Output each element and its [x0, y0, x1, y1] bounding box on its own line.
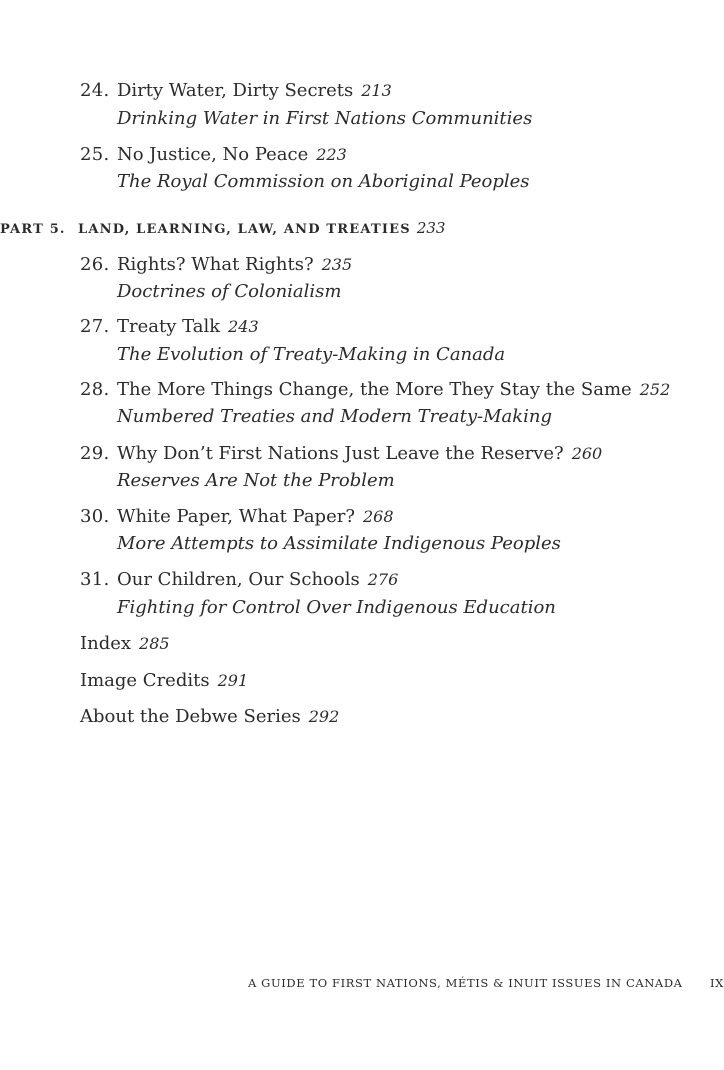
part-heading [0, 219, 445, 239]
chapter-number: 28. [80, 379, 110, 400]
chapter-title-line [117, 316, 259, 338]
chapter-number: 29. [80, 443, 110, 464]
chapter-subtitle: Doctrines of Colonialism [117, 281, 342, 302]
chapter-title: No Justice, No Peace [117, 144, 309, 165]
chapter-subtitle: Fighting for Control Over Indigenous Education [117, 597, 556, 618]
running-footer [248, 976, 724, 990]
chapter-title-line [117, 443, 602, 465]
folio: IX [710, 976, 724, 990]
page-number: 268 [362, 507, 394, 526]
chapter-title-line [117, 80, 392, 102]
chapter-number: 30. [80, 506, 110, 527]
part-page-number: 233 [416, 219, 446, 237]
page-number: 291 [217, 671, 249, 690]
chapter-title: Why Don’t First Nations Just Leave the Reserve? [117, 443, 564, 464]
toc-entry-image-credits [80, 670, 248, 692]
entry-title: Image Credits [80, 670, 210, 691]
chapter-title-line [117, 254, 352, 276]
page-number: 223 [316, 145, 347, 164]
chapter-number: 25. [80, 144, 110, 165]
running-title: A GUIDE TO FIRST NATIONS, MÉTIS & INUIT ISSUES IN CANADA [248, 976, 683, 990]
page-number: 213 [361, 81, 392, 100]
page-number: 292 [308, 707, 340, 726]
chapter-subtitle: The Royal Commission on Aboriginal Peoples [117, 171, 530, 192]
chapter-title: White Paper, What Paper? [117, 506, 355, 527]
page-number: 235 [321, 255, 353, 274]
chapter-number: 27. [80, 316, 110, 337]
chapter-title: Treaty Talk [117, 316, 221, 337]
chapter-title: Our Children, Our Schools [117, 569, 360, 590]
chapter-title-line [117, 569, 398, 591]
chapter-title-line [117, 144, 347, 166]
part-label: PART 5. [0, 222, 66, 237]
chapter-title: Dirty Water, Dirty Secrets [117, 80, 354, 101]
toc-entry-about-series [80, 706, 339, 728]
chapter-number: 24. [80, 80, 110, 101]
chapter-number: 26. [80, 254, 110, 275]
part-title: LAND, LEARNING, LAW, AND TREATIES [78, 222, 411, 237]
chapter-title-line [117, 379, 670, 401]
chapter-subtitle: Numbered Treaties and Modern Treaty-Making [117, 406, 553, 427]
entry-title: Index [80, 633, 132, 654]
chapter-title-line [117, 506, 394, 528]
chapter-title: Rights? What Rights? [117, 254, 314, 275]
entry-title: About the Debwe Series [80, 706, 301, 727]
chapter-subtitle: Reserves Are Not the Problem [117, 470, 395, 491]
chapter-subtitle: More Attempts to Assimilate Indigenous Peoples [117, 533, 561, 554]
page-number: 285 [139, 634, 170, 653]
chapter-number: 31. [80, 569, 110, 590]
page-number: 260 [571, 444, 603, 463]
page-number: 252 [639, 380, 671, 399]
chapter-title: The More Things Change, the More They Stay the Same [117, 379, 632, 400]
toc-entry-index [80, 633, 170, 655]
chapter-subtitle: Drinking Water in First Nations Communities [117, 108, 533, 129]
page-number: 276 [367, 570, 399, 589]
page-number: 243 [228, 317, 259, 336]
chapter-subtitle: The Evolution of Treaty-Making in Canada [117, 344, 506, 365]
